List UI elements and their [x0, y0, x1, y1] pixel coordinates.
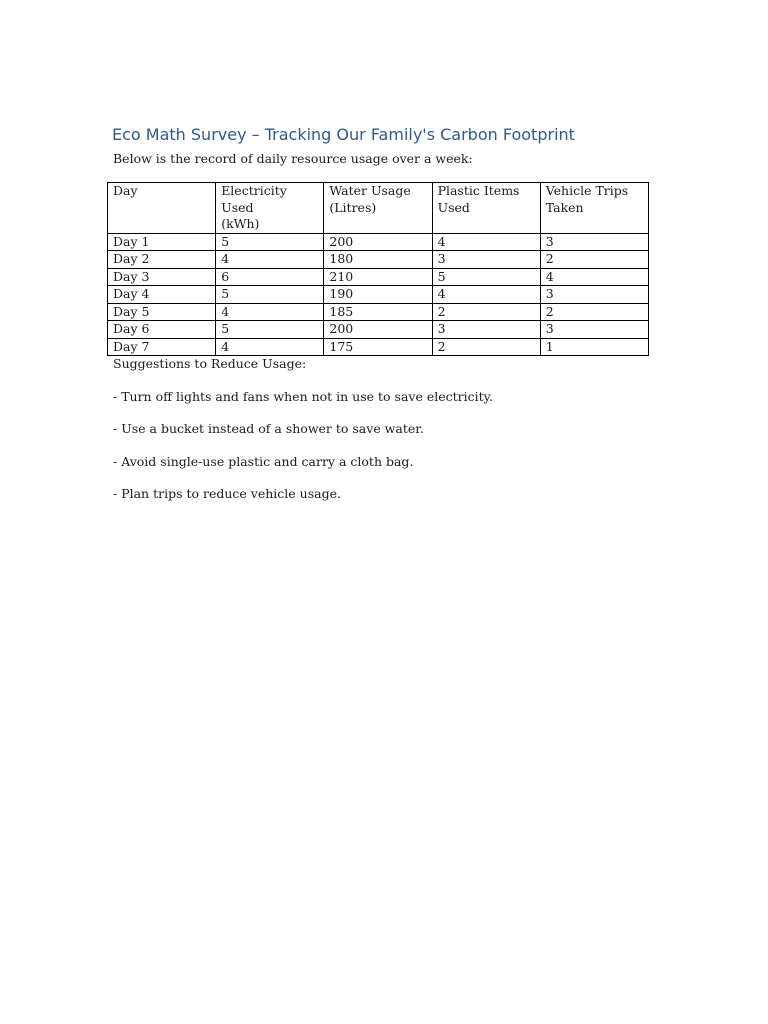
- cell-vehicle: 3: [540, 286, 648, 304]
- cell-plastic: 5: [432, 268, 540, 286]
- table-row: [108, 251, 649, 269]
- header-day: [108, 183, 216, 234]
- cell-day: Day 6: [108, 321, 216, 339]
- cell-electricity: 5: [216, 321, 324, 339]
- header-vehicle-line2: Taken: [545, 199, 584, 215]
- document-title: Eco Math Survey – Tracking Our Family's Carbon Footprint: [112, 125, 575, 144]
- cell-plastic: 2: [432, 338, 540, 356]
- cell-water: 180: [324, 251, 432, 269]
- table-row: [108, 233, 649, 251]
- header-vehicle: [540, 183, 648, 234]
- header-vehicle-line1: Vehicle Trips: [545, 183, 629, 198]
- table-row: [108, 321, 649, 339]
- header-water-line2: (Litres): [329, 199, 377, 215]
- cell-electricity: 6: [216, 268, 324, 286]
- cell-electricity: 4: [216, 251, 324, 269]
- cell-electricity: 4: [216, 303, 324, 321]
- cell-water: 185: [324, 303, 432, 321]
- header-plastic-line1: Plastic Items: [437, 183, 520, 198]
- cell-electricity: 4: [216, 338, 324, 356]
- cell-vehicle: 2: [540, 303, 648, 321]
- table-row: [108, 268, 649, 286]
- suggestion-item-vehicle: - Plan trips to reduce vehicle usage.: [113, 486, 341, 501]
- cell-water: 175: [324, 338, 432, 356]
- cell-plastic: 3: [432, 251, 540, 269]
- cell-day: Day 4: [108, 286, 216, 304]
- cell-day: Day 1: [108, 233, 216, 251]
- header-day-line1: Day: [113, 183, 138, 198]
- cell-day: Day 5: [108, 303, 216, 321]
- suggestions-heading: Suggestions to Reduce Usage:: [113, 356, 307, 371]
- cell-vehicle: 2: [540, 251, 648, 269]
- cell-plastic: 4: [432, 233, 540, 251]
- cell-day: Day 2: [108, 251, 216, 269]
- table-header-row: [108, 183, 649, 234]
- cell-vehicle: 3: [540, 321, 648, 339]
- cell-electricity: 5: [216, 233, 324, 251]
- table-row: [108, 286, 649, 304]
- cell-day: Day 7: [108, 338, 216, 356]
- header-plastic-line2: Used: [437, 199, 470, 215]
- header-water: [324, 183, 432, 234]
- cell-vehicle: 1: [540, 338, 648, 356]
- table-row: [108, 338, 649, 356]
- cell-day: Day 3: [108, 268, 216, 286]
- header-water-line1: Water Usage: [329, 183, 411, 198]
- cell-plastic: 2: [432, 303, 540, 321]
- header-electricity: [216, 183, 324, 234]
- cell-plastic: 4: [432, 286, 540, 304]
- cell-water: 200: [324, 233, 432, 251]
- header-electricity-line2: (kWh): [221, 216, 260, 231]
- cell-vehicle: 3: [540, 233, 648, 251]
- header-electricity-line1: Electricity Used: [221, 183, 287, 215]
- table-row: [108, 303, 649, 321]
- suggestions-section: [113, 355, 493, 518]
- cell-plastic: 3: [432, 321, 540, 339]
- cell-water: 200: [324, 321, 432, 339]
- cell-vehicle: 4: [540, 268, 648, 286]
- cell-electricity: 5: [216, 286, 324, 304]
- intro-text: Below is the record of daily resource usage over a week:: [113, 151, 473, 166]
- header-plastic: [432, 183, 540, 234]
- cell-water: 190: [324, 286, 432, 304]
- suggestion-item-water: - Use a bucket instead of a shower to save water.: [113, 421, 424, 436]
- suggestion-item-electricity: - Turn off lights and fans when not in use to save electricity.: [113, 388, 494, 404]
- suggestion-item-plastic: - Avoid single-use plastic and carry a cloth bag.: [113, 453, 414, 469]
- usage-table: [107, 182, 649, 356]
- cell-water: 210: [324, 268, 432, 286]
